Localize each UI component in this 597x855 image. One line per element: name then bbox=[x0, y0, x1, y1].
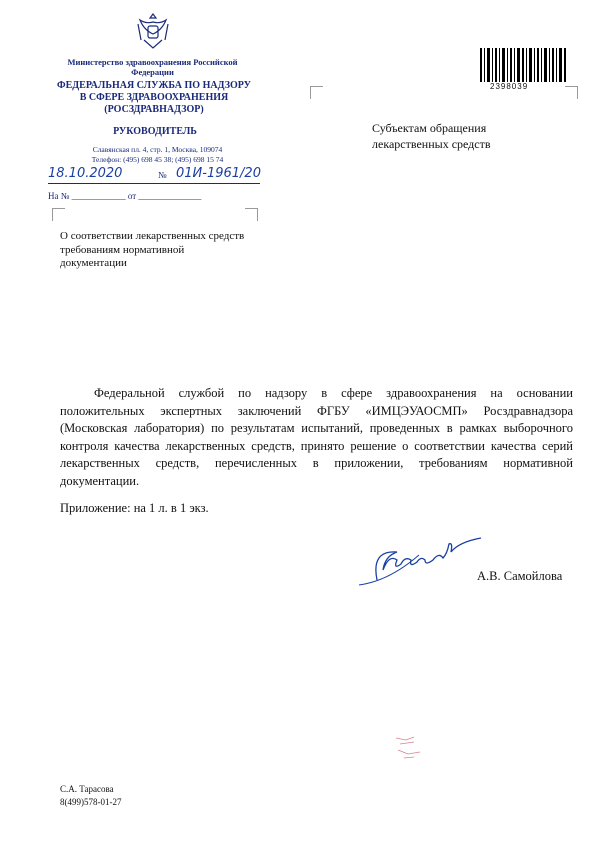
recipient: Субъектам обращения лекарственных средств bbox=[372, 121, 491, 151]
head-title: РУКОВОДИТЕЛЬ bbox=[113, 126, 197, 137]
executor-name: С.А. Тарасова bbox=[60, 784, 114, 794]
address-block: Славянская пл. 4, стр. 1, Москва, 109074 Телефон: (495) 698 45 38; (495) 698 15 74 bbox=[91, 145, 224, 164]
reply-to-line: На № ____________ от ______________ bbox=[48, 191, 202, 201]
ministry-name: Министерство здравоохранения Российской Федерации bbox=[67, 57, 238, 77]
stamp-icon bbox=[392, 732, 426, 762]
letter-subject: О соответствии лекарственных средств требованиям нормативной документации bbox=[60, 230, 245, 269]
body-paragraph: Федеральной службой по надзору в сфере здравоохранения на основании положительных экспертных заключений ФГБУ «ИМЦЭУАОСМП» Росздравнадзора (Московская лаборатория) по результатам испытаний, проведенных в рамках выборочного контроля качества лекарственных средств, принято решение о соответствии качества серий лекарственных средств, перечисленных в приложении, требованиям нормативной документации. bbox=[60, 386, 573, 488]
handwritten-date: 18.10.2020 bbox=[48, 166, 123, 181]
barcode-number: 2398039 bbox=[490, 82, 529, 91]
registration-underline bbox=[48, 183, 260, 184]
service-name: ФЕДЕРАЛЬНАЯ СЛУЖБА ПО НАДЗОРУ В СФЕРЕ ЗДРАВООХРАНЕНИЯ (РОСЗДРАВНАДЗОР) bbox=[57, 80, 251, 115]
number-prefix: № bbox=[158, 170, 167, 180]
handwritten-number: 01И-1961/20 bbox=[176, 166, 261, 181]
executor-block bbox=[60, 783, 122, 809]
letter-body bbox=[60, 385, 573, 490]
executor-phone: 8(499)578-01-27 bbox=[60, 797, 122, 807]
attachment-note: Приложение: на 1 л. в 1 экз. bbox=[60, 501, 209, 515]
corner-mark bbox=[245, 208, 258, 221]
corner-mark bbox=[52, 208, 65, 221]
corner-mark bbox=[310, 86, 323, 99]
corner-mark bbox=[565, 86, 578, 99]
coat-of-arms-icon bbox=[134, 10, 172, 54]
signature-icon bbox=[355, 525, 495, 595]
signer-name: А.В. Самойлова bbox=[477, 569, 563, 583]
barcode-icon bbox=[478, 48, 568, 82]
